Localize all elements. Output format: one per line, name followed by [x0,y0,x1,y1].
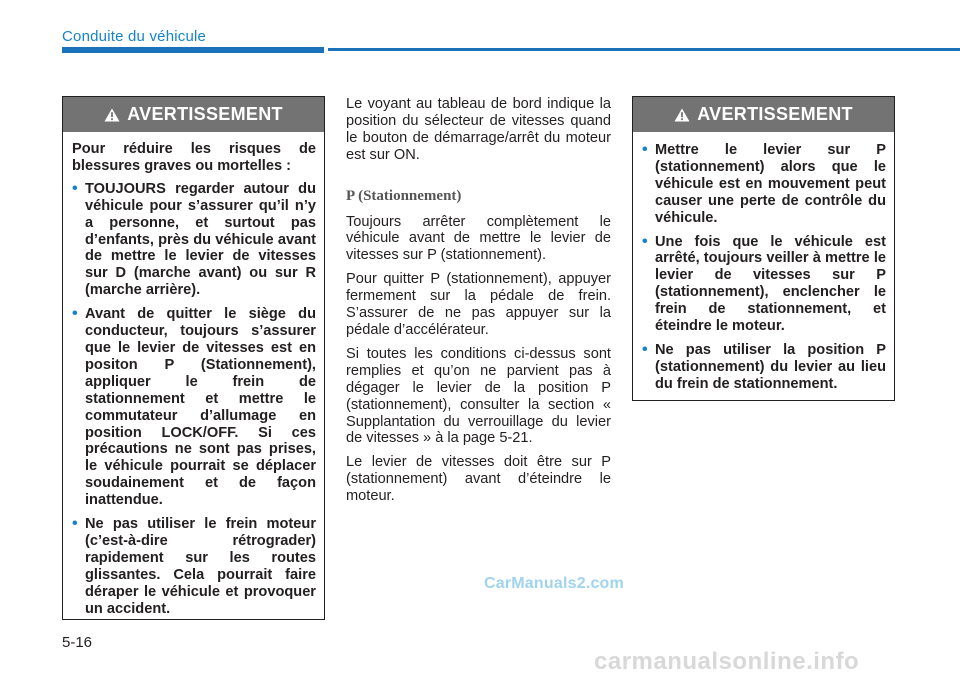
left-warning-header [63,97,324,132]
list-item: • Ne pas utiliser la position P (stationnement) du levier au lieu du frein de stationnement. [642,340,886,392]
list-item: • TOUJOURS regarder autour du véhicule pour s’assurer qu’il n’y a personne, et surtout pas d’enfants, près du véhicule avant de mettre le levier de vitesses sur D (marche avant) ou sur R (marche arrière). [72,179,316,299]
page-number: 5-16 [62,634,93,651]
bullet-dot-icon: • [642,232,648,250]
section-title: Conduite du véhicule [62,28,207,45]
header-rule-light [328,48,960,51]
bullet-dot-icon: • [642,141,648,158]
left-warning-title: AVERTISSEMENT [127,104,283,124]
list-item: • Avant de quitter le siège du conducteur, toujours s’assurer que le levier de vitesses est en positon P (Stationnement), appliquer le frein de stationnement et mettre le commutateur d’allumage en position LOCK/OFF. Si ces précautions ne sont pas prises, le véhicule pourrait se déplacer soudainement et de façon inattendue. [72,305,316,509]
left-warning-box [62,96,325,620]
body-paragraph: Le levier de vitesses doit être sur P (stationnement) avant d’éteindre le moteur. [346,454,611,505]
header-rule-dark [62,47,324,53]
list-item: • Mettre le levier sur P (stationnement) alors que le véhicule est en mouvement peut causer une perte de contrôle du véhicule. [642,141,886,226]
left-warning-intro: Pour réduire les risques de blessures graves ou mortelles : [72,141,316,174]
watermark-bottom: carmanualsonline.info [594,648,860,675]
list-item: • Ne pas utiliser le frein moteur (c’est-à-dire rétrograder) rapidement sur les routes glissantes. Cela pourrait faire déraper le véhicule et provoquer un accident. [72,515,316,617]
watermark-top: CarManuals2.com [484,575,624,592]
right-warning-list [642,142,886,393]
gear-indicator-paragraph: Le voyant au tableau de bord indique la position du sélecteur de vitesses quand le bouton de démarrage/arrêt du moteur est sur ON. [346,96,611,163]
left-warning-body [63,132,324,617]
body-paragraph: Pour quitter P (stationnement), appuyer fermement sur la pédale de frein. S’assurer de ne pas appuyer sur la pédale d’accélérateur. [346,271,611,338]
bullet-dot-icon: • [72,179,78,197]
middle-column [346,96,611,512]
right-warning-box [632,96,895,401]
bullet-dot-icon: • [72,305,78,323]
right-warning-header [633,97,894,132]
body-paragraph: Si toutes les conditions ci-dessus sont remplies et qu’on ne parvient pas à dégager le levier de la position P (stationnement), consulter la section « Supplantation du verrouillage du levier de vitesses » à la page 5-21. [346,345,611,447]
bullet-dot-icon: • [642,340,648,358]
left-warning-list [72,181,316,618]
bullet-dot-icon: • [72,515,78,533]
list-item: • Une fois que le véhicule est arrêté, toujours veiller à mettre le levier de vitesses sur P (stationnement), enclencher le frein de stationnement, et éteindre le moteur. [642,232,886,335]
right-warning-body [633,132,894,393]
body-paragraph: Toujours arrêter complètement le véhicule avant de mettre le levier de vitesses sur P (stationnement). [346,213,611,264]
warning-triangle-icon [104,108,120,122]
park-heading: P (Stationnement) [346,187,462,204]
right-warning-title: AVERTISSEMENT [697,104,853,124]
warning-triangle-icon [674,108,690,122]
